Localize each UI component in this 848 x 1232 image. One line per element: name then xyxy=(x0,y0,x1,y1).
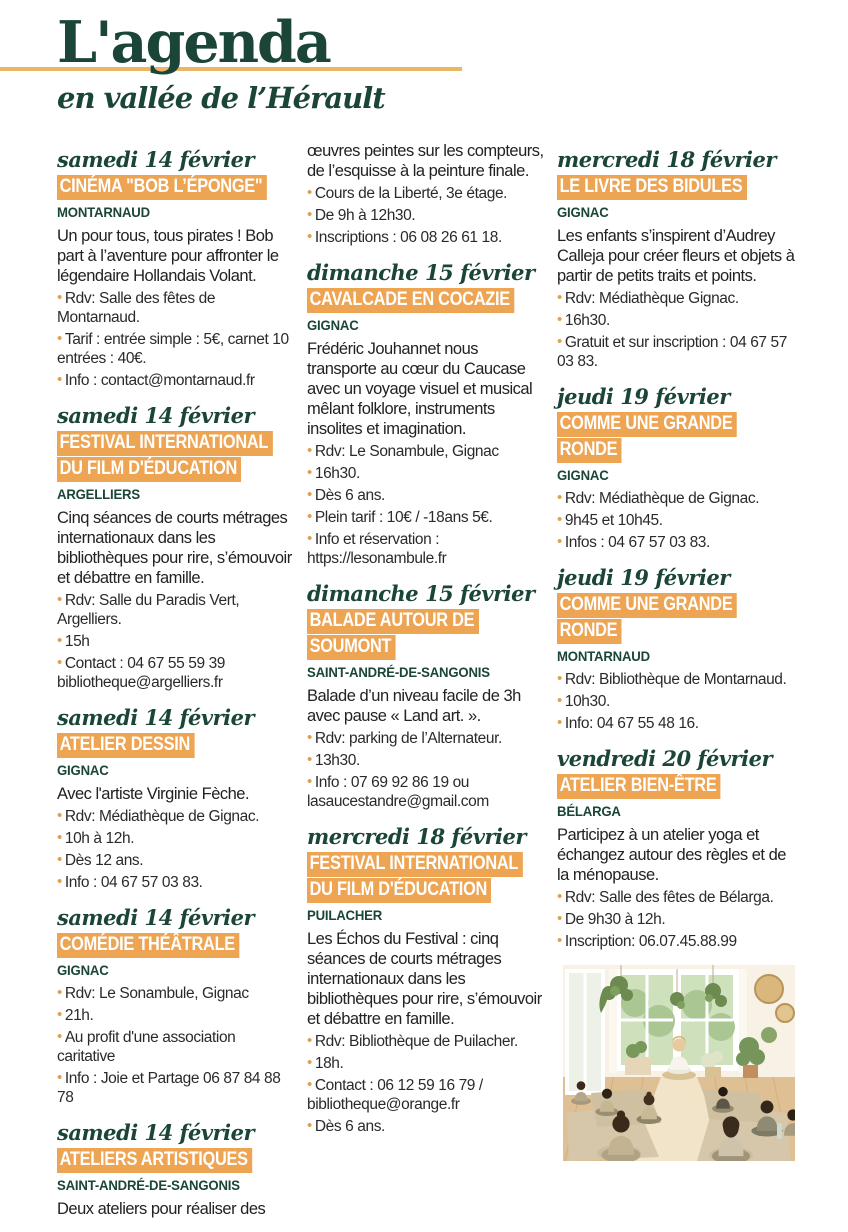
event-detail-item: • Infos : 04 67 57 03 83. xyxy=(557,533,795,552)
event-detail-item: • 9h45 et 10h45. xyxy=(557,511,795,530)
event-card xyxy=(557,565,795,733)
event-detail-item: • De 9h à 12h30. xyxy=(307,206,545,225)
event-details xyxy=(57,591,295,692)
event-date: mercredi 18 février xyxy=(557,147,776,172)
event-description: Deux ateliers pour réaliser des xyxy=(57,1200,266,1218)
event-columns xyxy=(57,141,800,1232)
event-detail-item: • Info : contact@montarnaud.fr xyxy=(57,371,295,390)
event-description: Les enfants s’inspirent d’Audrey Calleja pour créer fleurs et objets à partir de petits traits et points. xyxy=(557,227,795,285)
event-description: Avec l'artiste Virginie Fèche. xyxy=(57,785,250,803)
event-detail-item: • Rdv: Salle des fêtes de Montarnaud. xyxy=(57,289,295,327)
event-card xyxy=(57,705,295,892)
event-details xyxy=(557,670,795,733)
event-date: dimanche 15 février xyxy=(307,260,535,285)
event-title-line: CAVALCADE EN COCAZIE xyxy=(307,288,514,313)
event-title-line: ATELIER BIEN-ÊTRE xyxy=(557,774,721,799)
event-date: samedi 14 février xyxy=(57,1120,255,1145)
event-detail-item: • Au profit d'une association caritative xyxy=(57,1028,295,1066)
event-location: GIGNAC xyxy=(57,962,109,978)
masthead xyxy=(57,9,800,115)
event-title-line: LE LIVRE DES BIDULES xyxy=(557,175,747,200)
event-date: mercredi 18 février xyxy=(307,824,526,849)
event-detail-item: • Cours de la Liberté, 3e étage. xyxy=(307,184,545,203)
event-detail-item: • Rdv: Bibliothèque de Montarnaud. xyxy=(557,670,795,689)
event-detail-item: • Dès 12 ans. xyxy=(57,851,295,870)
event-location: ARGELLIERS xyxy=(57,486,140,502)
event-title-line: COMÉDIE THÉÂTRALE xyxy=(57,933,239,958)
event-description: Les Échos du Festival : cinq séances de courts métrages internationaux dans les bibliothèques pour rire, s’émouvoir et débattre en famille. xyxy=(307,930,542,1028)
event-date: samedi 14 février xyxy=(57,705,255,730)
event-card xyxy=(307,260,545,568)
event-details xyxy=(57,984,295,1107)
event-detail-item: • Contact : 04 67 55 59 39 bibliotheque@argelliers.fr xyxy=(57,654,295,692)
event-title-line: RONDE xyxy=(557,438,622,463)
event-description: œuvres peintes sur les compteurs, de l’esquisse à la peinture finale. xyxy=(307,142,544,180)
event-details xyxy=(307,442,545,568)
event-title-line: ATELIER DESSIN xyxy=(57,733,194,758)
column-3 xyxy=(557,141,795,1161)
event-card xyxy=(557,384,795,552)
event-detail-item: • Rdv: Salle du Paradis Vert, Argelliers. xyxy=(57,591,295,629)
event-details xyxy=(57,289,295,390)
event-detail-item: • Rdv: Le Sonambule, Gignac xyxy=(307,442,545,461)
event-details xyxy=(557,888,795,951)
event-detail-item: • Rdv: parking de l’Alternateur. xyxy=(307,729,545,748)
event-title-line: COMME UNE GRANDE xyxy=(557,412,737,437)
event-title xyxy=(57,1148,295,1174)
event-location: GIGNAC xyxy=(557,467,609,483)
event-title-line: SOUMONT xyxy=(307,635,396,660)
event-title-line: FESTIVAL INTERNATIONAL xyxy=(307,852,522,877)
event-title-line: BALADE AUTOUR DE xyxy=(307,609,479,634)
event-detail-item: • Inscriptions : 06 08 26 61 18. xyxy=(307,228,545,247)
event-title xyxy=(307,852,545,904)
event-detail-item: • 15h xyxy=(57,632,295,651)
event-title xyxy=(557,412,795,464)
event-title-line: DU FILM D'ÉDUCATION xyxy=(57,457,241,482)
event-location: PUILACHER xyxy=(307,907,383,923)
page-subtitle: en vallée de l’Hérault xyxy=(57,81,385,115)
event-title-line: ATELIERS ARTISTIQUES xyxy=(57,1148,252,1173)
event-detail-item: • Info : Joie et Partage 06 87 84 88 78 xyxy=(57,1069,295,1107)
event-title xyxy=(307,288,545,314)
event-description: Frédéric Jouhannet nous transporte au cœur du Caucase avec un voyage visuel et musical mêlant folklore, instruments insolites et imagination. xyxy=(307,340,533,438)
event-detail-item: • Dès 6 ans. xyxy=(307,1117,545,1136)
event-title-line: DU FILM D'ÉDUCATION xyxy=(307,878,491,903)
event-location: MONTARNAUD xyxy=(57,204,150,220)
event-detail-item: • Rdv: Médiathèque Gignac. xyxy=(557,289,795,308)
event-location: SAINT-ANDRÉ-DE-SANGONIS xyxy=(307,664,490,680)
column-2 xyxy=(307,141,545,1149)
event-detail-item: • 10h à 12h. xyxy=(57,829,295,848)
event-details xyxy=(307,184,545,247)
event-detail-item: • Gratuit et sur inscription : 04 67 57 03 83. xyxy=(557,333,795,371)
event-card xyxy=(57,403,295,692)
event-card xyxy=(307,824,545,1136)
event-title xyxy=(307,609,545,661)
event-date: vendredi 20 février xyxy=(557,746,773,771)
event-title-line: CINÉMA "BOB L’ÉPONGE" xyxy=(57,175,267,200)
event-detail-item: • 16h30. xyxy=(557,311,795,330)
event-location: GIGNAC xyxy=(57,762,109,778)
event-card xyxy=(57,905,295,1107)
event-detail-item: • Inscription: 06.07.45.88.99 xyxy=(557,932,795,951)
event-card xyxy=(557,746,795,951)
event-location: GIGNAC xyxy=(557,204,609,220)
event-location: BÉLARGA xyxy=(557,803,621,819)
event-date: samedi 14 février xyxy=(57,403,255,428)
event-detail-item: • Rdv: Médiathèque de Gignac. xyxy=(557,489,795,508)
event-details xyxy=(57,807,295,892)
event-title xyxy=(557,175,795,201)
event-title-line: FESTIVAL INTERNATIONAL xyxy=(57,431,272,456)
event-title xyxy=(57,933,295,959)
event-date: jeudi 19 février xyxy=(557,565,730,590)
event-title xyxy=(57,175,295,201)
event-detail-item: • Rdv: Médiathèque de Gignac. xyxy=(57,807,295,826)
event-details xyxy=(557,489,795,552)
event-detail-item: • 18h. xyxy=(307,1054,545,1073)
event-detail-item: • Info: 04 67 55 48 16. xyxy=(557,714,795,733)
event-card xyxy=(57,1120,295,1219)
event-date: dimanche 15 février xyxy=(307,581,535,606)
event-card xyxy=(307,581,545,811)
event-description: Balade d’un niveau facile de 3h avec pause « Land art. ». xyxy=(307,687,521,725)
event-location: GIGNAC xyxy=(307,317,359,333)
event-details xyxy=(307,1032,545,1136)
event-detail-item: • Dès 6 ans. xyxy=(307,486,545,505)
event-title xyxy=(57,733,295,759)
event-detail-item: • Rdv: Bibliothèque de Puilacher. xyxy=(307,1032,545,1051)
event-date: samedi 14 février xyxy=(57,905,255,930)
event-location: MONTARNAUD xyxy=(557,648,650,664)
event-detail-item: • 16h30. xyxy=(307,464,545,483)
event-date: jeudi 19 février xyxy=(557,384,730,409)
event-title-line: RONDE xyxy=(557,619,622,644)
event-description: Cinq séances de courts métrages internationaux dans les bibliothèques pour rire, s’émouvoir et débattre en famille. xyxy=(57,509,292,587)
event-card xyxy=(557,147,795,371)
event-details xyxy=(557,289,795,371)
event-detail-item: • De 9h30 à 12h. xyxy=(557,910,795,929)
event-detail-item: • Info et réservation : https://lesonambule.fr xyxy=(307,530,545,568)
event-detail-item: • Rdv: Salle des fêtes de Bélarga. xyxy=(557,888,795,907)
event-details xyxy=(307,729,545,811)
page-title: L'agenda xyxy=(57,9,330,76)
event-location: SAINT-ANDRÉ-DE-SANGONIS xyxy=(57,1177,240,1193)
event-title-line: COMME UNE GRANDE xyxy=(557,593,737,618)
event-description: Un pour tous, tous pirates ! Bob part à l’aventure pour affronter le légendaire Hollandais Volant. xyxy=(57,227,279,285)
event-card xyxy=(307,141,545,247)
event-detail-item: • Plein tarif : 10€ / -18ans 5€. xyxy=(307,508,545,527)
event-detail-item: • 13h30. xyxy=(307,751,545,770)
event-detail-item: • Rdv: Le Sonambule, Gignac xyxy=(57,984,295,1003)
event-card xyxy=(57,147,295,390)
event-date: samedi 14 février xyxy=(57,147,255,172)
event-detail-item: • 21h. xyxy=(57,1006,295,1025)
event-title xyxy=(57,431,295,483)
event-description: Participez à un atelier yoga et échangez autour des règles et de la ménopause. xyxy=(557,826,786,884)
column-1 xyxy=(57,141,295,1232)
yoga-class-photo xyxy=(563,965,795,1161)
event-detail-item: • Tarif : entrée simple : 5€, carnet 10 entrées : 40€. xyxy=(57,330,295,368)
event-title xyxy=(557,774,795,800)
event-detail-item: • 10h30. xyxy=(557,692,795,711)
event-title xyxy=(557,593,795,645)
event-detail-item: • Contact : 06 12 59 16 79 / bibliotheque@orange.fr xyxy=(307,1076,545,1114)
event-detail-item: • Info : 04 67 57 03 83. xyxy=(57,873,295,892)
event-detail-item: • Info : 07 69 92 86 19 ou lasaucestandre@gmail.com xyxy=(307,773,545,811)
